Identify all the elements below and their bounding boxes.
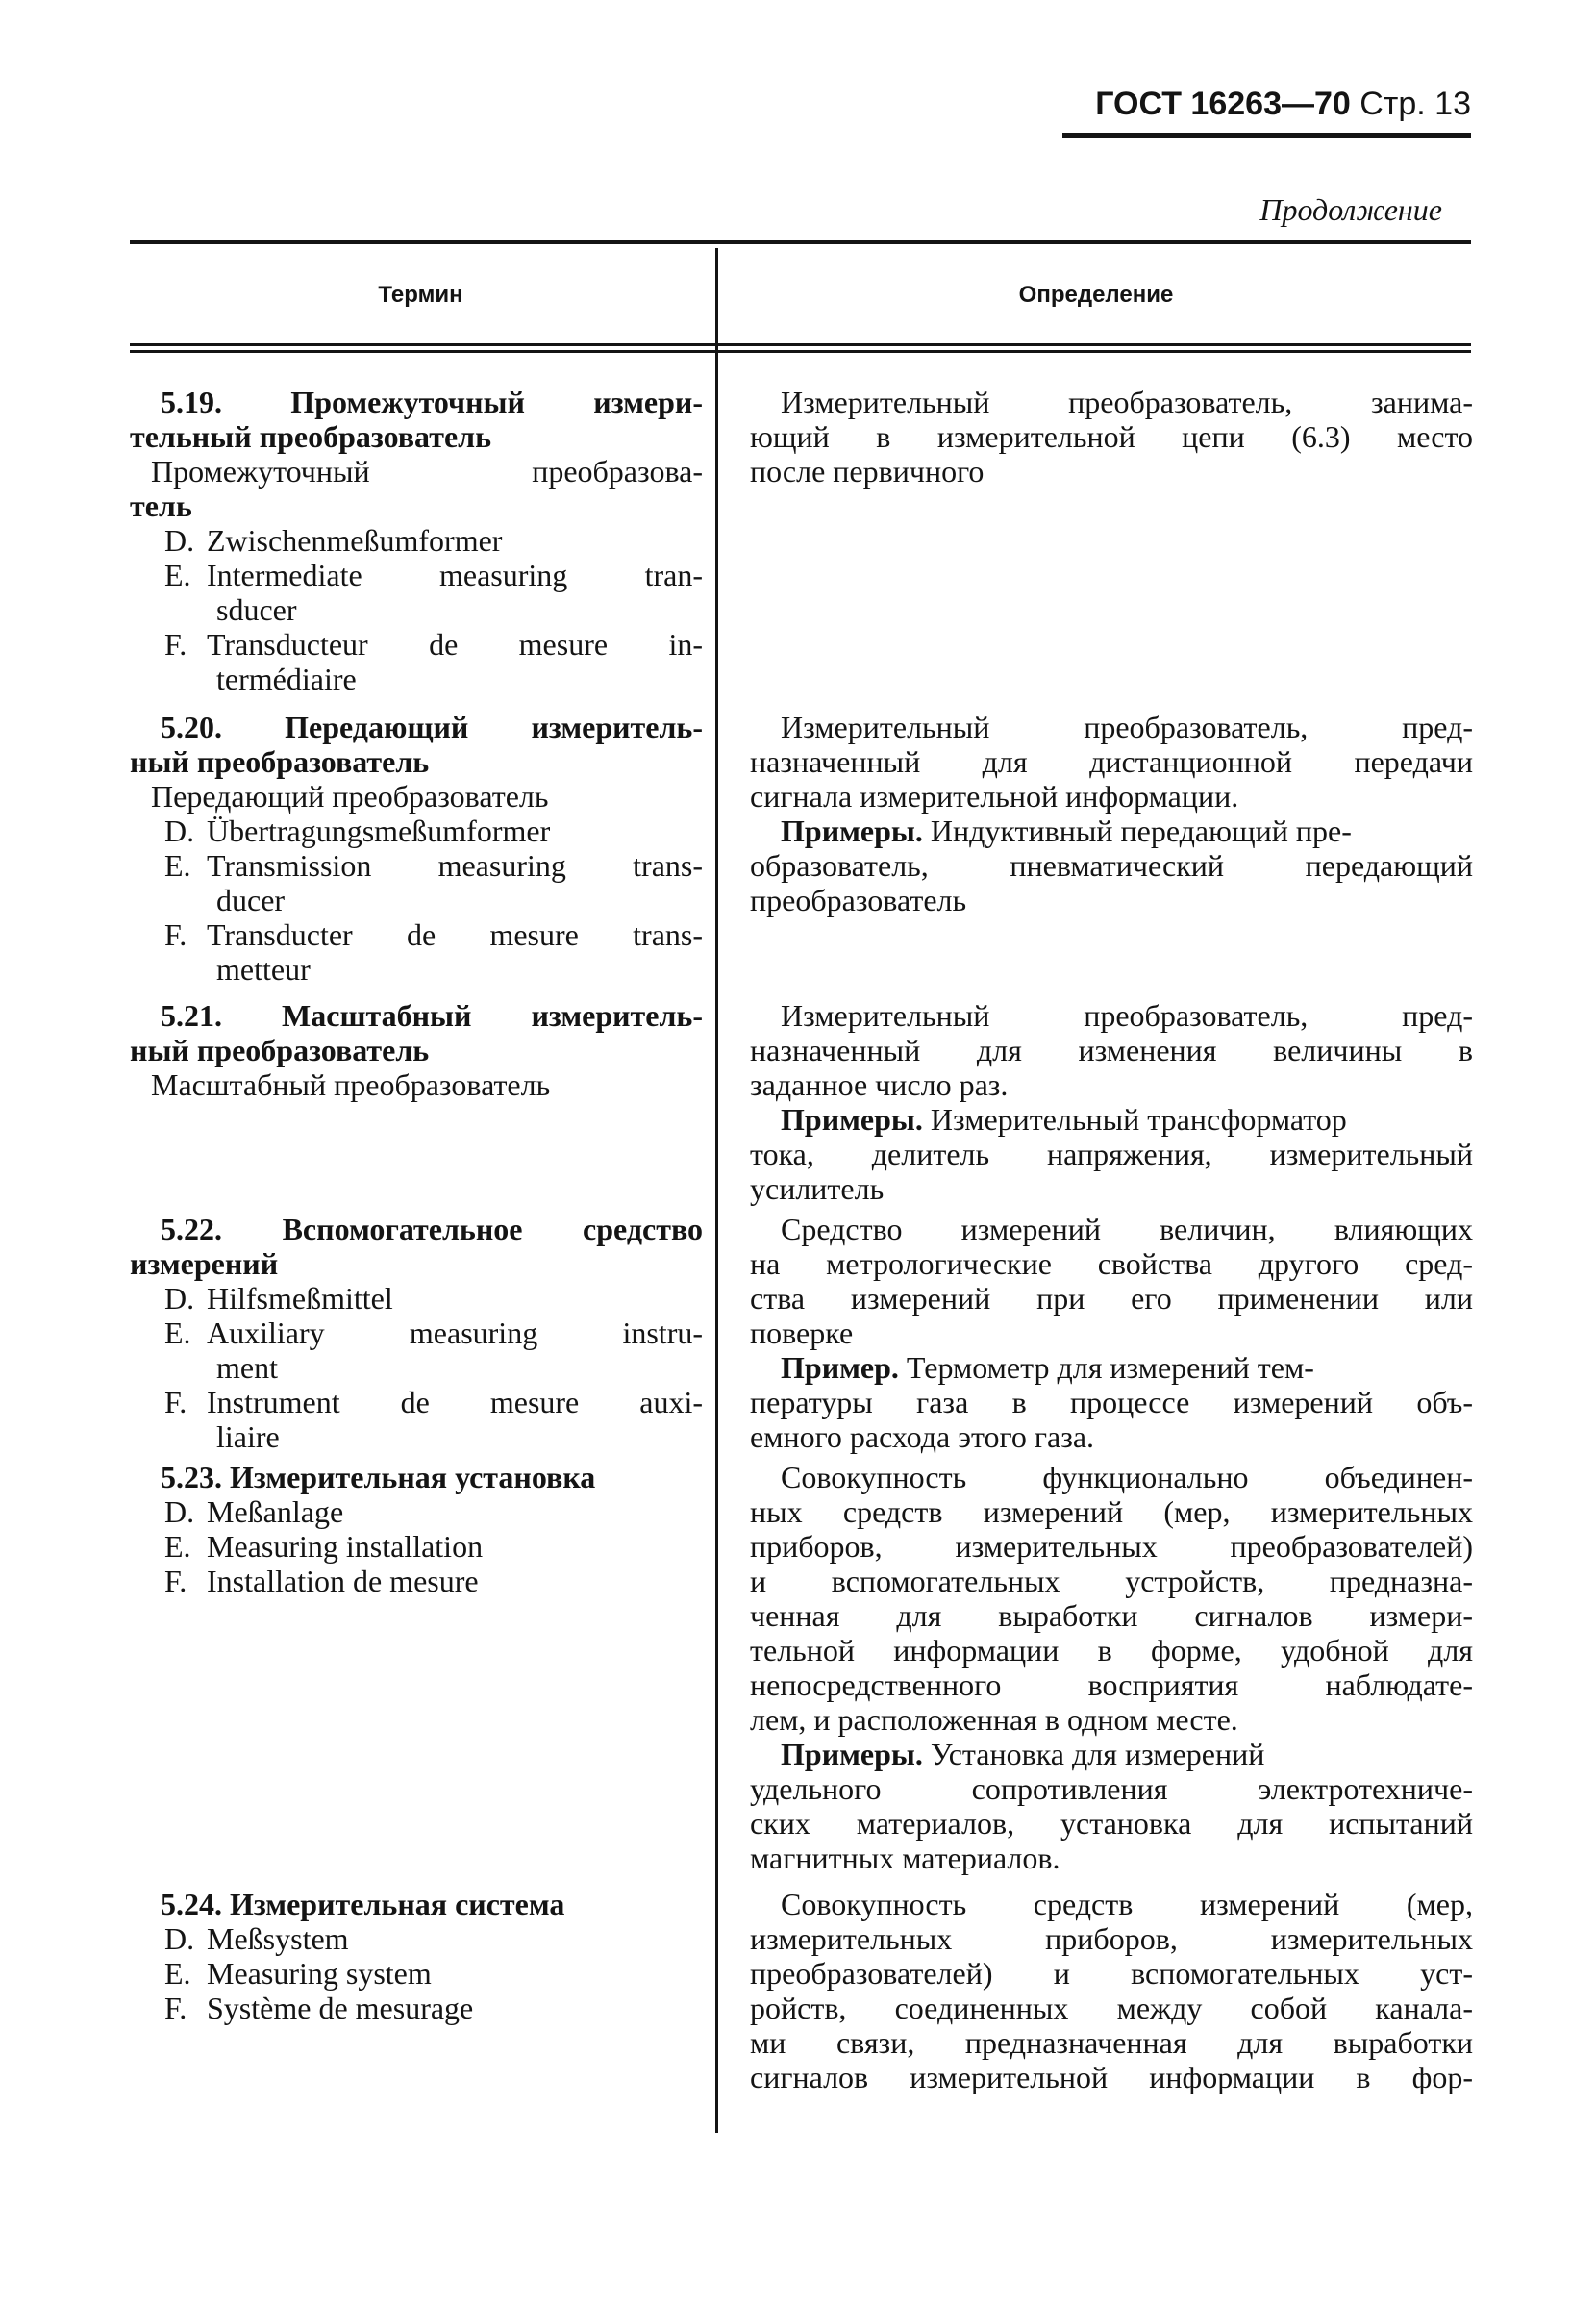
term-entry-5-24 (130, 1887, 703, 2025)
definition-line: лем, и расположенная в одном месте. (750, 1702, 1238, 1737)
definition-5-22 (750, 1212, 1473, 1454)
term-entry-5-20 (130, 710, 703, 987)
example-line: тока, делитель напряжения, измерительный (750, 1137, 1473, 1171)
page-header (1072, 85, 1471, 123)
term-synonym-line: тель (130, 489, 192, 523)
lang-term-en: E. Measuring system (164, 1956, 432, 1991)
example-label: Примеры. (781, 1102, 923, 1137)
definition-line: Совокупность функционально объединен- (781, 1460, 1473, 1494)
term-title-line: 5.24. Измерительная система (161, 1887, 565, 1921)
lang-term-fr: F. Transducteur de mesure in- (164, 627, 703, 662)
term-entry-5-21 (130, 998, 703, 1102)
term-synonym-line: Масштабный преобразователь (151, 1067, 551, 1102)
continuation-label: Продолжение (1259, 192, 1442, 227)
term-entry-5-22 (130, 1212, 703, 1454)
column-divider (715, 248, 718, 2133)
lang-term-fr-cont: metteur (216, 952, 311, 987)
definition-line: ройств, соединенных между собой канала- (750, 1991, 1473, 2025)
example-line: Пример. Термометр для измерений тем- (781, 1350, 1314, 1385)
definition-line: назначенный для изменения величины в (750, 1033, 1473, 1067)
lang-term-de: D. Hilfsmeßmittel (164, 1281, 393, 1316)
lang-term-fr: F. Transducter de mesure trans- (164, 917, 703, 952)
definition-5-24 (750, 1887, 1473, 2094)
definition-line: Совокупность средств измерений (мер, (781, 1887, 1473, 1921)
definition-line: сигналов измерительной информации в фор- (750, 2060, 1473, 2094)
example-line: ских материалов, установка для испытаний (750, 1806, 1473, 1841)
lang-term-en: E. Transmission measuring trans- (164, 848, 703, 883)
term-entry-5-23 (130, 1460, 703, 1598)
definition-line: назначенный для дистанционной передачи (750, 744, 1473, 779)
lang-term-fr-cont: termédiaire (216, 662, 357, 696)
definition-5-21 (750, 998, 1473, 1206)
example-label: Примеры. (781, 1737, 923, 1771)
lang-term-de: D. Meßanlage (164, 1494, 344, 1529)
definition-line: преобразователей) и вспомогательных уст- (750, 1956, 1473, 1991)
definition-line: приборов, измерительных преобразователей) (750, 1529, 1473, 1564)
term-entry-5-19 (130, 385, 703, 696)
gost-number: ГОСТ 16263—70 (1095, 86, 1351, 122)
definition-5-19 (750, 385, 1473, 489)
example-line: Примеры. Измерительный трансформатор (781, 1102, 1347, 1137)
term-title-line: 5.21. Масштабный измеритель- (161, 998, 703, 1033)
table-top-rule (130, 240, 1471, 244)
example-line: Примеры. Установка для измерений (781, 1737, 1265, 1771)
lang-term-fr-cont: liaire (216, 1419, 280, 1454)
example-line: образователь, пневматический передающий (750, 848, 1473, 883)
definition-line: ных средств измерений (мер, измерительных (750, 1494, 1473, 1529)
lang-term-en-cont: sducer (216, 592, 297, 627)
definition-line: Измерительный преобразователь, пред- (781, 998, 1473, 1033)
example-label: Примеры. (781, 814, 923, 848)
term-title-line: ный преобразователь (130, 744, 430, 779)
term-title-line: тельный преобразователь (130, 419, 492, 454)
term-title-line: измерений (130, 1246, 279, 1281)
example-line: пературы газа в процессе измерений объ- (750, 1385, 1473, 1419)
definition-line: сигнала измерительной информации. (750, 779, 1239, 814)
definition-5-23 (750, 1460, 1473, 1875)
term-title-line: ный преобразователь (130, 1033, 430, 1067)
column-header-definition: Определение (1018, 282, 1174, 308)
term-title-line: 5.19. Промежуточный измери- (161, 385, 703, 419)
lang-term-fr: F. Instrument de mesure auxi- (164, 1385, 703, 1419)
example-label: Пример. (781, 1350, 899, 1385)
definition-line: ющий в измерительной цепи (6.3) место (750, 419, 1473, 454)
definition-line: после первичного (750, 454, 985, 489)
definition-line: тельной информации в форме, удобной для (750, 1633, 1473, 1668)
definition-line: Измерительный преобразователь, пред- (781, 710, 1473, 744)
example-line: Примеры. Индуктивный передающий пре- (781, 814, 1352, 848)
definition-line: ства измерений при его применении или (750, 1281, 1473, 1316)
term-title-line: 5.23. Измерительная установка (161, 1460, 596, 1494)
column-header-term: Термин (378, 282, 463, 308)
lang-term-en-cont: ducer (216, 883, 286, 917)
definition-line: ми связи, предназначенная для выработки (750, 2025, 1473, 2060)
table-head-rule-2 (130, 350, 1471, 353)
definition-5-20 (750, 710, 1473, 917)
example-line: удельного сопротивления электротехниче- (750, 1771, 1473, 1806)
definition-line: поверке (750, 1316, 854, 1350)
lang-term-fr: F. Installation de mesure (164, 1564, 479, 1598)
term-title-line: 5.20. Передающий измеритель- (161, 710, 703, 744)
header-rule (1062, 133, 1471, 138)
lang-term-de: D. Zwischenmeßumformer (164, 523, 503, 558)
lang-term-fr: F. Système de mesurage (164, 1991, 474, 2025)
definition-line: Средство измерений величин, влияющих (781, 1212, 1473, 1246)
lang-term-de: D. Übertragungsmeßumformer (164, 814, 551, 848)
example-line: магнитных материалов. (750, 1841, 1060, 1875)
definition-line: непосредственного восприятия наблюдате- (750, 1668, 1473, 1702)
lang-term-en-cont: ment (216, 1350, 278, 1385)
lang-term-en: E. Auxiliary measuring instru- (164, 1316, 703, 1350)
page-number: Стр. 13 (1359, 86, 1471, 122)
lang-term-en: E. Intermediate measuring tran- (164, 558, 703, 592)
table-head-rule-1 (130, 343, 1471, 346)
example-line: преобразователь (750, 883, 967, 917)
definition-line: заданное число раз. (750, 1067, 1009, 1102)
definition-line: ченная для выработки сигналов измери- (750, 1598, 1473, 1633)
term-synonym-line: Передающий преобразователь (151, 779, 549, 814)
lang-term-en: E. Measuring installation (164, 1529, 484, 1564)
example-line: усилитель (750, 1171, 885, 1206)
definition-line: измерительных приборов, измерительных (750, 1921, 1473, 1956)
term-synonym-line: Промежуточный преобразова- (151, 454, 703, 489)
lang-term-de: D. Meßsystem (164, 1921, 349, 1956)
definition-line: на метрологические свойства другого сред- (750, 1246, 1473, 1281)
example-line: емного расхода этого газа. (750, 1419, 1095, 1454)
term-title-line: 5.22. Вспомогательное средство (161, 1212, 703, 1246)
definition-line: Измерительный преобразователь, занима- (781, 385, 1473, 419)
definition-line: и вспомогательных устройств, предназна- (750, 1564, 1473, 1598)
